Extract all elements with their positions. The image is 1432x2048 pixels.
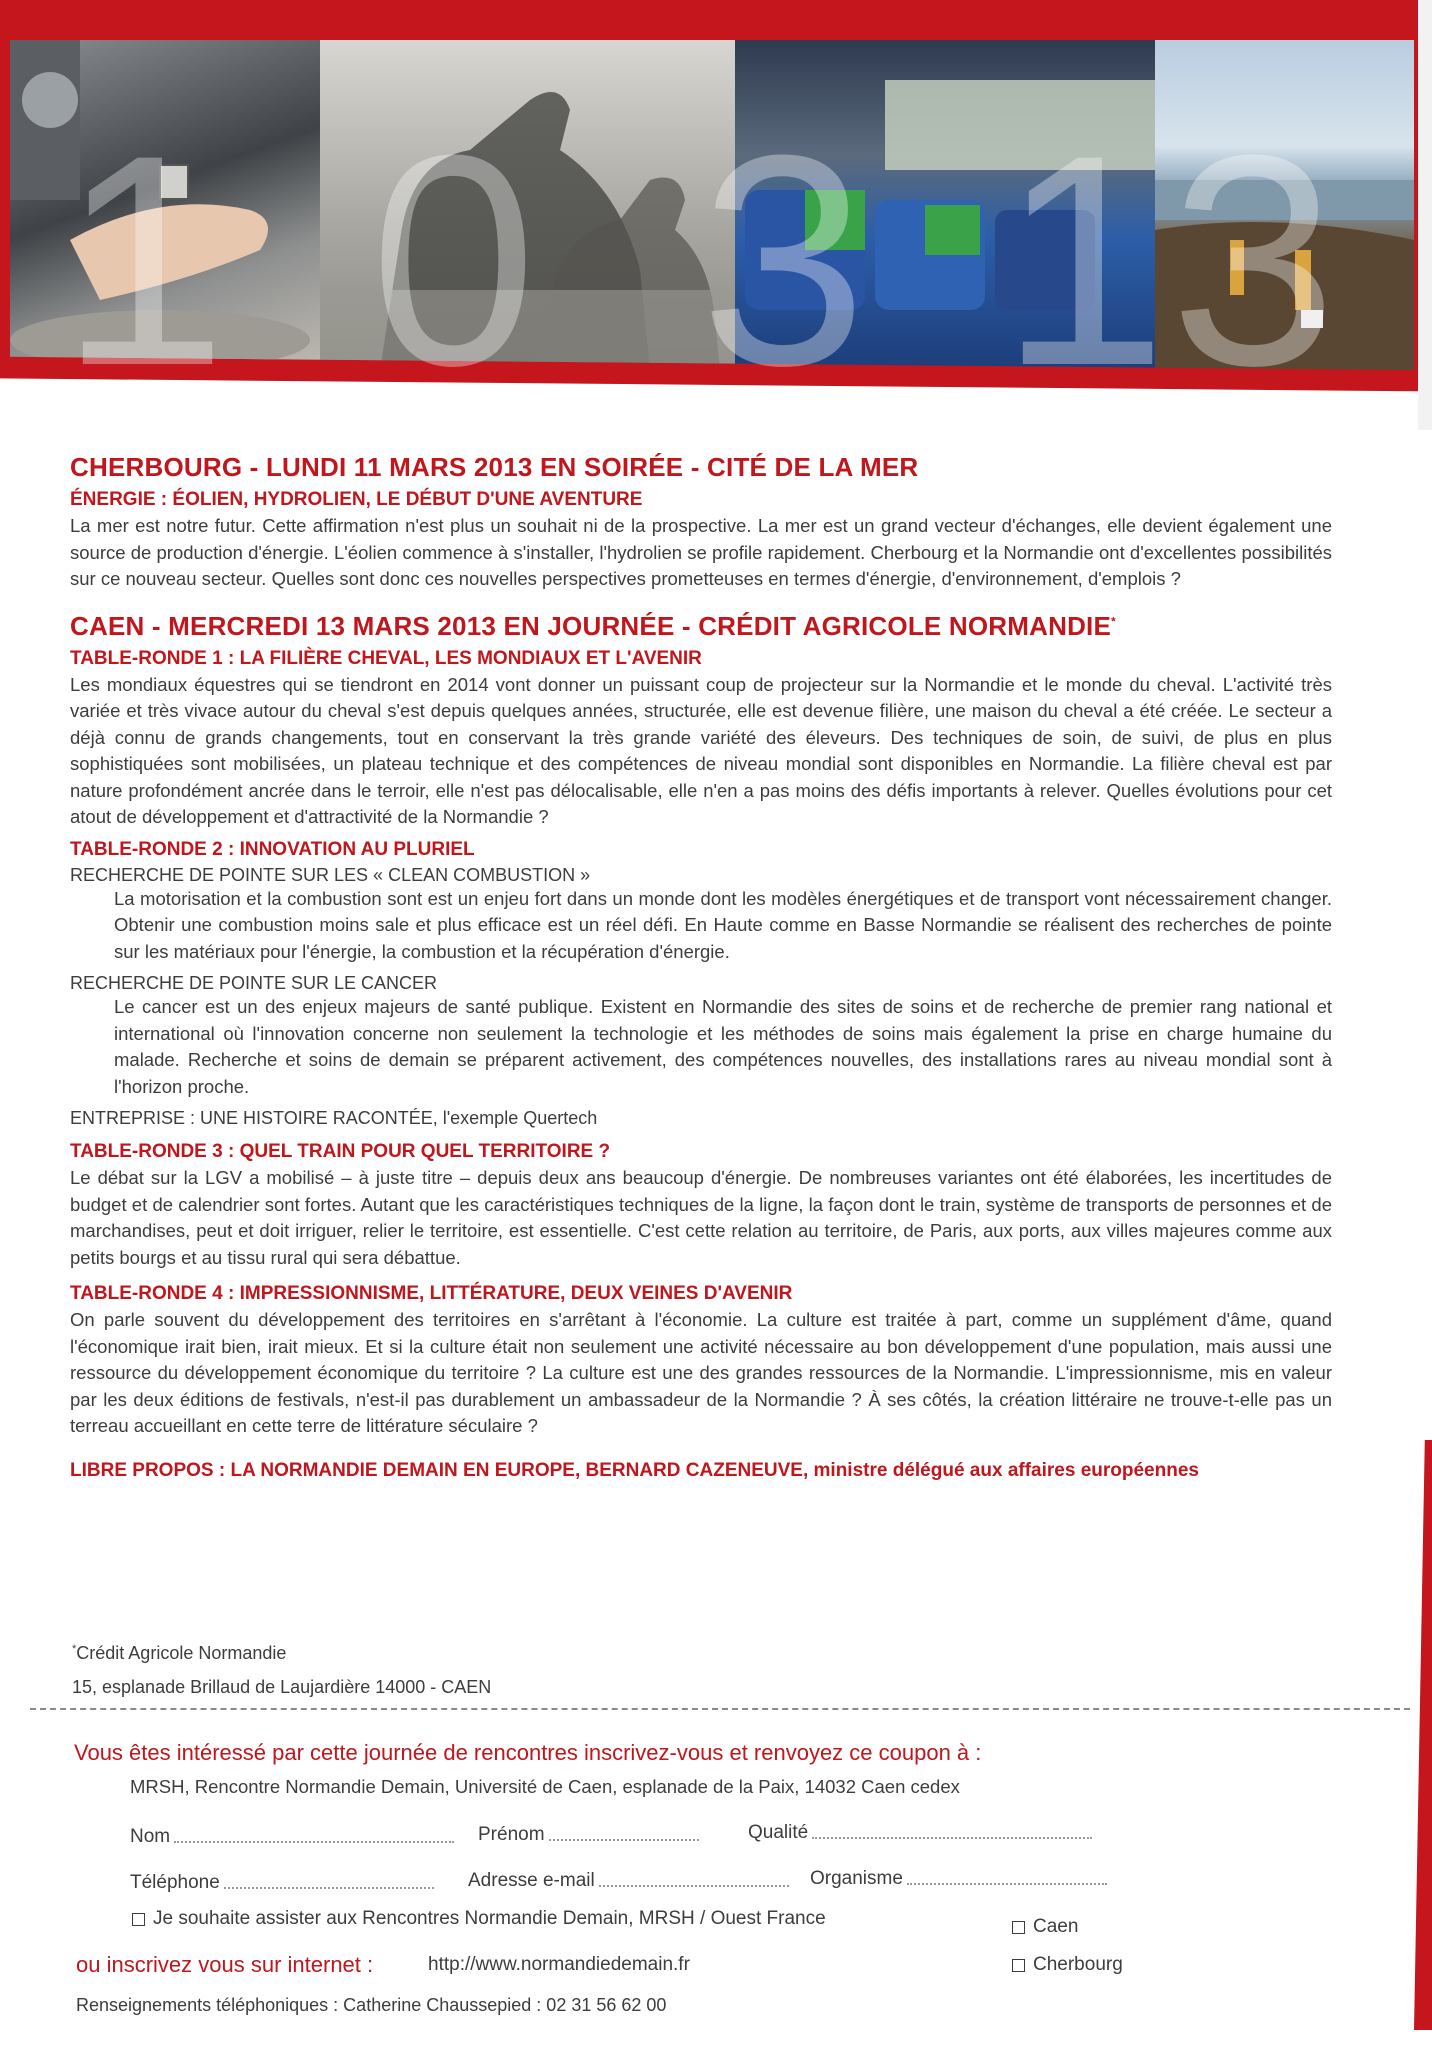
telephone-input[interactable] bbox=[224, 1887, 434, 1889]
email-label: Adresse e-mail bbox=[468, 1870, 595, 1891]
libre-propos-lead: LIBRE PROPOS : LA NORMANDIE DEMAIN EN EUROPE, BERNARD CAZENEUVE, bbox=[70, 1459, 809, 1481]
table-ronde-3-text: Le débat sur la LGV a mobilisé – à juste titre – depuis deux ans beaucoup d'énergie. De nombreuses variantes ont été élaborées, les incertitudes de budget et de calendrier sont fortes. Autant que les caractéristiques techniques de la ligne, la façon dont le train, système de transports de personnes et de marchandises, peut et doit irriguer, relier le territoire, est essentielle. C'est cette relation au territoire, de Paris, aux ports, aux villes majeures comme aux petits bourgs et au tissu rural qui sera débattue. bbox=[70, 1167, 1332, 1268]
nom-field[interactable] bbox=[130, 1826, 454, 1848]
banner-page-edge bbox=[1418, 0, 1432, 430]
attend-label: Je souhaite assister aux Rencontres Normandie Demain, MRSH / Ouest France bbox=[153, 1908, 826, 1929]
footnote bbox=[72, 1632, 491, 1704]
internet-link[interactable]: http://www.normandiedemain.fr bbox=[428, 1954, 690, 1975]
banner-digit: 3 bbox=[700, 92, 867, 428]
organisme-field[interactable] bbox=[810, 1868, 1107, 1890]
cut-line bbox=[30, 1708, 1410, 1710]
table-ronde-4-text: On parle souvent du développement des territoires en s'arrêtant à l'économie. La culture est traitée à part, comme un supplément d'âme, quand l'économique irait bien, irait mieux. Et si la culture était non seulement une activité nécessaire au bon développement d'une population, mais aussi une ressource du développement économique du territoire ? La culture est une des grandes ressources de la Normandie. L'impressionnisme, mis en valeur par les deux éditions de festivals, n'est-il pas durablement un ambassadeur de la Normandie ? À ses côtés, la création littéraire ne trouve-t-elle pas un terreau accueillant en cette terre de littérature séculaire ? bbox=[70, 1309, 1332, 1436]
banner-digit: 1 bbox=[1000, 92, 1167, 428]
cherbourg-text: La mer est notre futur. Cette affirmation n'est plus un souhait ni de la prospective. La mer est un grand vecteur d'échanges, elle devient également une source de production d'énergie. L'éolien commence à s'installer, l'hydrolien se profile rapidement. Cherbourg et la Normandie ont d'excellentes possibilités sur ce nouveau secteur. Quelles sont donc ces nouvelles perspectives prometteuses en termes d'énergie, d'environnement, d'emplois ? bbox=[70, 515, 1332, 589]
caen-heading-text: CAEN - MERCREDI 13 MARS 2013 EN JOURNÉE - CRÉDIT AGRICOLE NORMANDIE bbox=[70, 610, 1112, 641]
caen-heading bbox=[70, 611, 1332, 642]
caen-checkbox-row[interactable] bbox=[1012, 1916, 1078, 1938]
banner-digit: 0 bbox=[370, 92, 537, 428]
attend-checkbox-row[interactable] bbox=[132, 1908, 826, 1930]
cancer-text: Le cancer est un des enjeux majeurs de santé publique. Existent en Normandie des sites de soins et de recherche de premier rang national et international où l'innovation concerne non seulement la technologie et les méthodes de soins mais également la prise en charge humaine du malade. Recherche et soins de demain se préparent activement, des compétences nouvelles, des installations rares au niveau mondial sont à l'horizon proche. bbox=[114, 996, 1332, 1097]
table-ronde-3-title: TABLE-RONDE 3 : QUEL TRAIN POUR QUEL TERRITOIRE ? bbox=[70, 1141, 611, 1162]
table-ronde-2-title: TABLE-RONDE 2 : INNOVATION AU PLURIEL bbox=[70, 838, 475, 860]
banner-digit: 3 bbox=[1170, 92, 1337, 428]
phone-info-cutoff: Renseignements téléphoniques : Catherine Chaussepied : 02 31 56 62 00 bbox=[76, 1995, 667, 2015]
qualite-label: Qualité bbox=[748, 1822, 809, 1843]
nom-label: Nom bbox=[130, 1826, 171, 1847]
organisme-input[interactable] bbox=[907, 1883, 1107, 1885]
nom-input[interactable] bbox=[174, 1841, 454, 1843]
cherbourg-checkbox[interactable] bbox=[1012, 1959, 1025, 1972]
organisme-label: Organisme bbox=[810, 1868, 903, 1889]
document-body bbox=[70, 452, 1332, 1482]
entreprise-label: ENTREPRISE : UNE HISTOIRE RACONTÉE, l'exemple Quertech bbox=[70, 1108, 598, 1128]
prenom-input[interactable] bbox=[549, 1839, 699, 1841]
libre-propos bbox=[70, 1460, 1332, 1482]
qualite-field[interactable] bbox=[748, 1822, 1092, 1844]
right-edge-sliver bbox=[1414, 1440, 1432, 2030]
table-ronde-1-text: Les mondiaux équestres qui se tiendront en 2014 vont donner un puissant coup de projecteur sur la Normandie et le monde du cheval. L'activité très variée et très vivace autour du cheval s'est depuis quelques années, structurée, elle est devenue filière, une maison du cheval a été créée. Le secteur a déjà connu de grands changements, tout en conservant la très grande variété des éleveurs. Des techniques de soin, de suivi, de plus en plus sophistiquées sont mobilisées, un plateau technique et des compétences de niveau mondial sont disponibles en Normandie. La filière cheval est par nature profondément ancrée dans le terroir, elle n'est pas délocalisable, elle n'en a pas moins des défis importants à relever. Quelles évolutions pour cet atout de développement et d'attractivité de la Normandie ? bbox=[70, 673, 1332, 827]
prenom-field[interactable] bbox=[478, 1824, 699, 1846]
coupon-title: Vous êtes intéressé par cette journée de rencontres inscrivez-vous et renvoyez ce coupon à : bbox=[74, 1740, 982, 1765]
coupon-address: MRSH, Rencontre Normandie Demain, Université de Caen, esplanade de la Paix, 14032 Caen cedex bbox=[130, 1776, 960, 1797]
footnote-line-1-text: Crédit Agricole Normandie bbox=[76, 1643, 287, 1663]
internet-label: ou inscrivez vous sur internet : bbox=[76, 1952, 374, 1977]
table-ronde-1-title: TABLE-RONDE 1 : LA FILIÈRE CHEVAL, LES MONDIAUX ET L'AVENIR bbox=[70, 647, 702, 669]
telephone-field[interactable] bbox=[130, 1872, 434, 1894]
footnote-line-1 bbox=[72, 1632, 491, 1670]
cherbourg-heading: CHERBOURG - LUNDI 11 MARS 2013 EN SOIRÉE - CITÉ DE LA MER bbox=[70, 452, 919, 482]
footnote-mark: * bbox=[72, 1643, 77, 1655]
email-field[interactable] bbox=[468, 1870, 789, 1892]
cancer-label: RECHERCHE DE POINTE SUR LE CANCER bbox=[70, 973, 438, 993]
footnote-mark: * bbox=[1111, 613, 1116, 628]
table-ronde-4-title: TABLE-RONDE 4 : IMPRESSIONNISME, LITTÉRATURE, DEUX VEINES D'AVENIR bbox=[70, 1283, 793, 1304]
cherbourg-subheading: ÉNERGIE : ÉOLIEN, HYDROLIEN, LE DÉBUT D'UNE AVENTURE bbox=[70, 489, 643, 510]
cherbourg-label: Cherbourg bbox=[1033, 1954, 1123, 1975]
prenom-label: Prénom bbox=[478, 1824, 545, 1845]
telephone-label: Téléphone bbox=[130, 1872, 220, 1893]
email-input[interactable] bbox=[599, 1885, 789, 1887]
caen-label: Caen bbox=[1033, 1916, 1079, 1937]
libre-propos-tail: ministre délégué aux affaires européennes bbox=[808, 1459, 1199, 1481]
clean-combustion-text: La motorisation et la combustion sont est un enjeu fort dans un monde dont les modèles énergétiques et de transport vont nécessairement changer. Obtenir une combustion moins sale et plus efficace est un réel défi. En Haute comme en Basse Normandie se réalisent des recherches de pointe sur les matériaux pour l'énergie, la combustion et la récupération d'énergie. bbox=[114, 887, 1332, 962]
caen-checkbox[interactable] bbox=[1012, 1921, 1025, 1934]
footnote-line-2: 15, esplanade Brillaud de Laujardière 14000 - CAEN bbox=[72, 1677, 492, 1697]
cherbourg-checkbox-row[interactable] bbox=[1012, 1954, 1123, 1976]
attend-checkbox[interactable] bbox=[132, 1913, 145, 1926]
qualite-input[interactable] bbox=[812, 1837, 1092, 1839]
clean-combustion-label: RECHERCHE DE POINTE SUR LES « CLEAN COMBUSTION » bbox=[70, 864, 591, 885]
banner-digit: 1 bbox=[60, 92, 227, 428]
